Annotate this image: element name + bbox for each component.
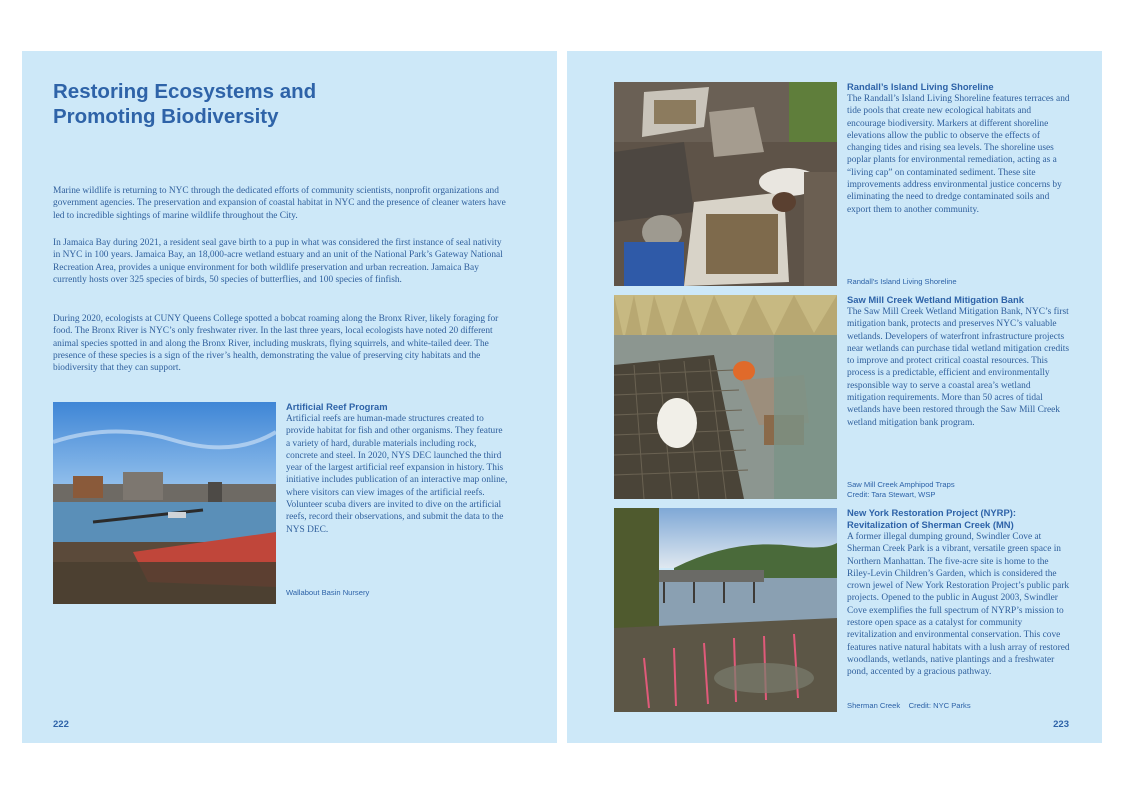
sawmill-text: The Saw Mill Creek Wetland Mitigation Bank, NYC’s first mitigation bank, protects and preserves NYC’s valuable wetlands. Developers of waterfront infrastructure projects near wetlands can purchase tidal wetland mitigation credits to improve and protect critical coastal resources. This process is a predictable, efficient and environmentally responsible way to serve a coastal area’s wetland mitigation requirements. More than 50 acres of tidal wetlands have been restored through the Saw Mill Creek wetland mitigation bank program.: [847, 307, 1070, 428]
nyrp-text: A former illegal dumping ground, Swindler Cove at Sherman Creek Park is a vibrant, versatile green space in Northern Manhattan. The five-acre site is home to the Riley-Levin Children’s Garden, which is considered the crown jewel of New York Restoration Project’s public park projects. Opened to the public in August 2003, Swindler Cove exemplifies the full spectrum of NYRP’s mission to restore open space as a catalyst for community revitalization and environmental conservation. This cove features native natural habitats with a lush array of restored woodlands, wetlands, native plantings and a freshwater pond, accented by a gracious pathway.: [847, 532, 1070, 678]
nyrp-heading-line1: New York Restoration Project (NYRP):: [847, 507, 1016, 518]
left-page: [22, 51, 557, 743]
nyrp-section: [847, 507, 1073, 679]
randalls-caption: Randall’s Island Living Shoreline: [847, 277, 957, 286]
randalls-heading: Randall’s Island Living Shoreline: [847, 81, 994, 92]
page-number-left: 222: [53, 719, 69, 730]
randalls-island-photo: [614, 82, 837, 286]
intro-paragraph: Marine wildlife is returning to NYC through the dedicated efforts of community scientists, nonprofit organizations and government agencies. The preservation and expansion of coastal habitat in NYC and the presence of cleaner waters have led to incredible sightings of marine wildlife throughout the City.: [53, 186, 506, 221]
saw-mill-creek-photo: [614, 295, 837, 499]
wallabout-basin-photo: [53, 402, 276, 604]
sawmill-heading: Saw Mill Creek Wetland Mitigation Bank: [847, 294, 1024, 305]
page-number-right: 223: [1053, 719, 1069, 730]
page-title: Restoring Ecosystems and Promoting Biodiversity: [53, 80, 317, 128]
randalls-text: The Randall’s Island Living Shoreline features terraces and tide pools that create new ecological habitats and encourage biodiversity. Markers at different shoreline elevations allow the public to observe the effects of changing tides and rising sea levels. The shoreline uses poplar plants for environmental remediation, acting as a “living cap” on contaminated sediment. These site improvements address environmental justice concerns by eliminating the need to dredge contaminated soils and export them to another community.: [847, 94, 1070, 215]
nyrp-heading-line2: Revitalization of Sherman Creek (MN): [847, 519, 1014, 530]
sherman-creek-caption: Sherman Creek Credit: NYC Parks: [847, 701, 971, 710]
reef-section: [286, 401, 508, 536]
reef-heading: Artificial Reef Program: [286, 401, 388, 412]
randalls-section: [847, 81, 1071, 216]
reef-photo-caption: Wallabout Basin Nursery: [286, 588, 370, 597]
sawmill-caption-line1: Saw Mill Creek Amphipod Traps: [847, 480, 955, 489]
reef-text: Artificial reefs are human-made structures created to provide habitat for fish and other organisms. They feature a variety of hard, durable materials including rock, concrete and steel. In 2020, NYS DEC launched the third year of the largest artificial reef expansion in history. This initiative includes publication of an interactive map online, where visitors can view images of the artificial reefs. Volunteer scuba divers are invited to dive on the artificial reefs, record their observations, and submit the data to the NYS DEC.: [286, 414, 508, 535]
sherman-creek-photo: [614, 508, 837, 712]
sawmill-caption-line2: Credit: Tara Stewart, WSP: [847, 490, 936, 499]
bronx-river-paragraph: During 2020, ecologists at CUNY Queens College spotted a bobcat roaming along the Bronx River, likely foraging for food. The Bronx River is NYC’s only freshwater river. In the last three years, local ecologists have noted 20 different animal species spotted in and along the Bronx River, including muskrats, flying squirrels, and white-tailed deer. The presence of these species is a sign of the river’s health, demonstrating the value of preserving city habitats and the biodiversity that they can support.: [53, 314, 499, 374]
jamaica-bay-paragraph: In Jamaica Bay during 2021, a resident seal gave birth to a pup in what was considered the first instance of seal nativity in NYC in 100 years. Jamaica Bay, an 18,000-acre wetland estuary and an unit of the National Park’s Gateway National Recreation Area, provides a unique environment for both wildlife preservation and urban recreation. Jamaica Bay currently hosts over 325 species of birds, 50 species of butterflies, and 100 species of finfish.: [53, 238, 503, 285]
right-page: [567, 51, 1102, 743]
sawmill-section: [847, 294, 1071, 429]
